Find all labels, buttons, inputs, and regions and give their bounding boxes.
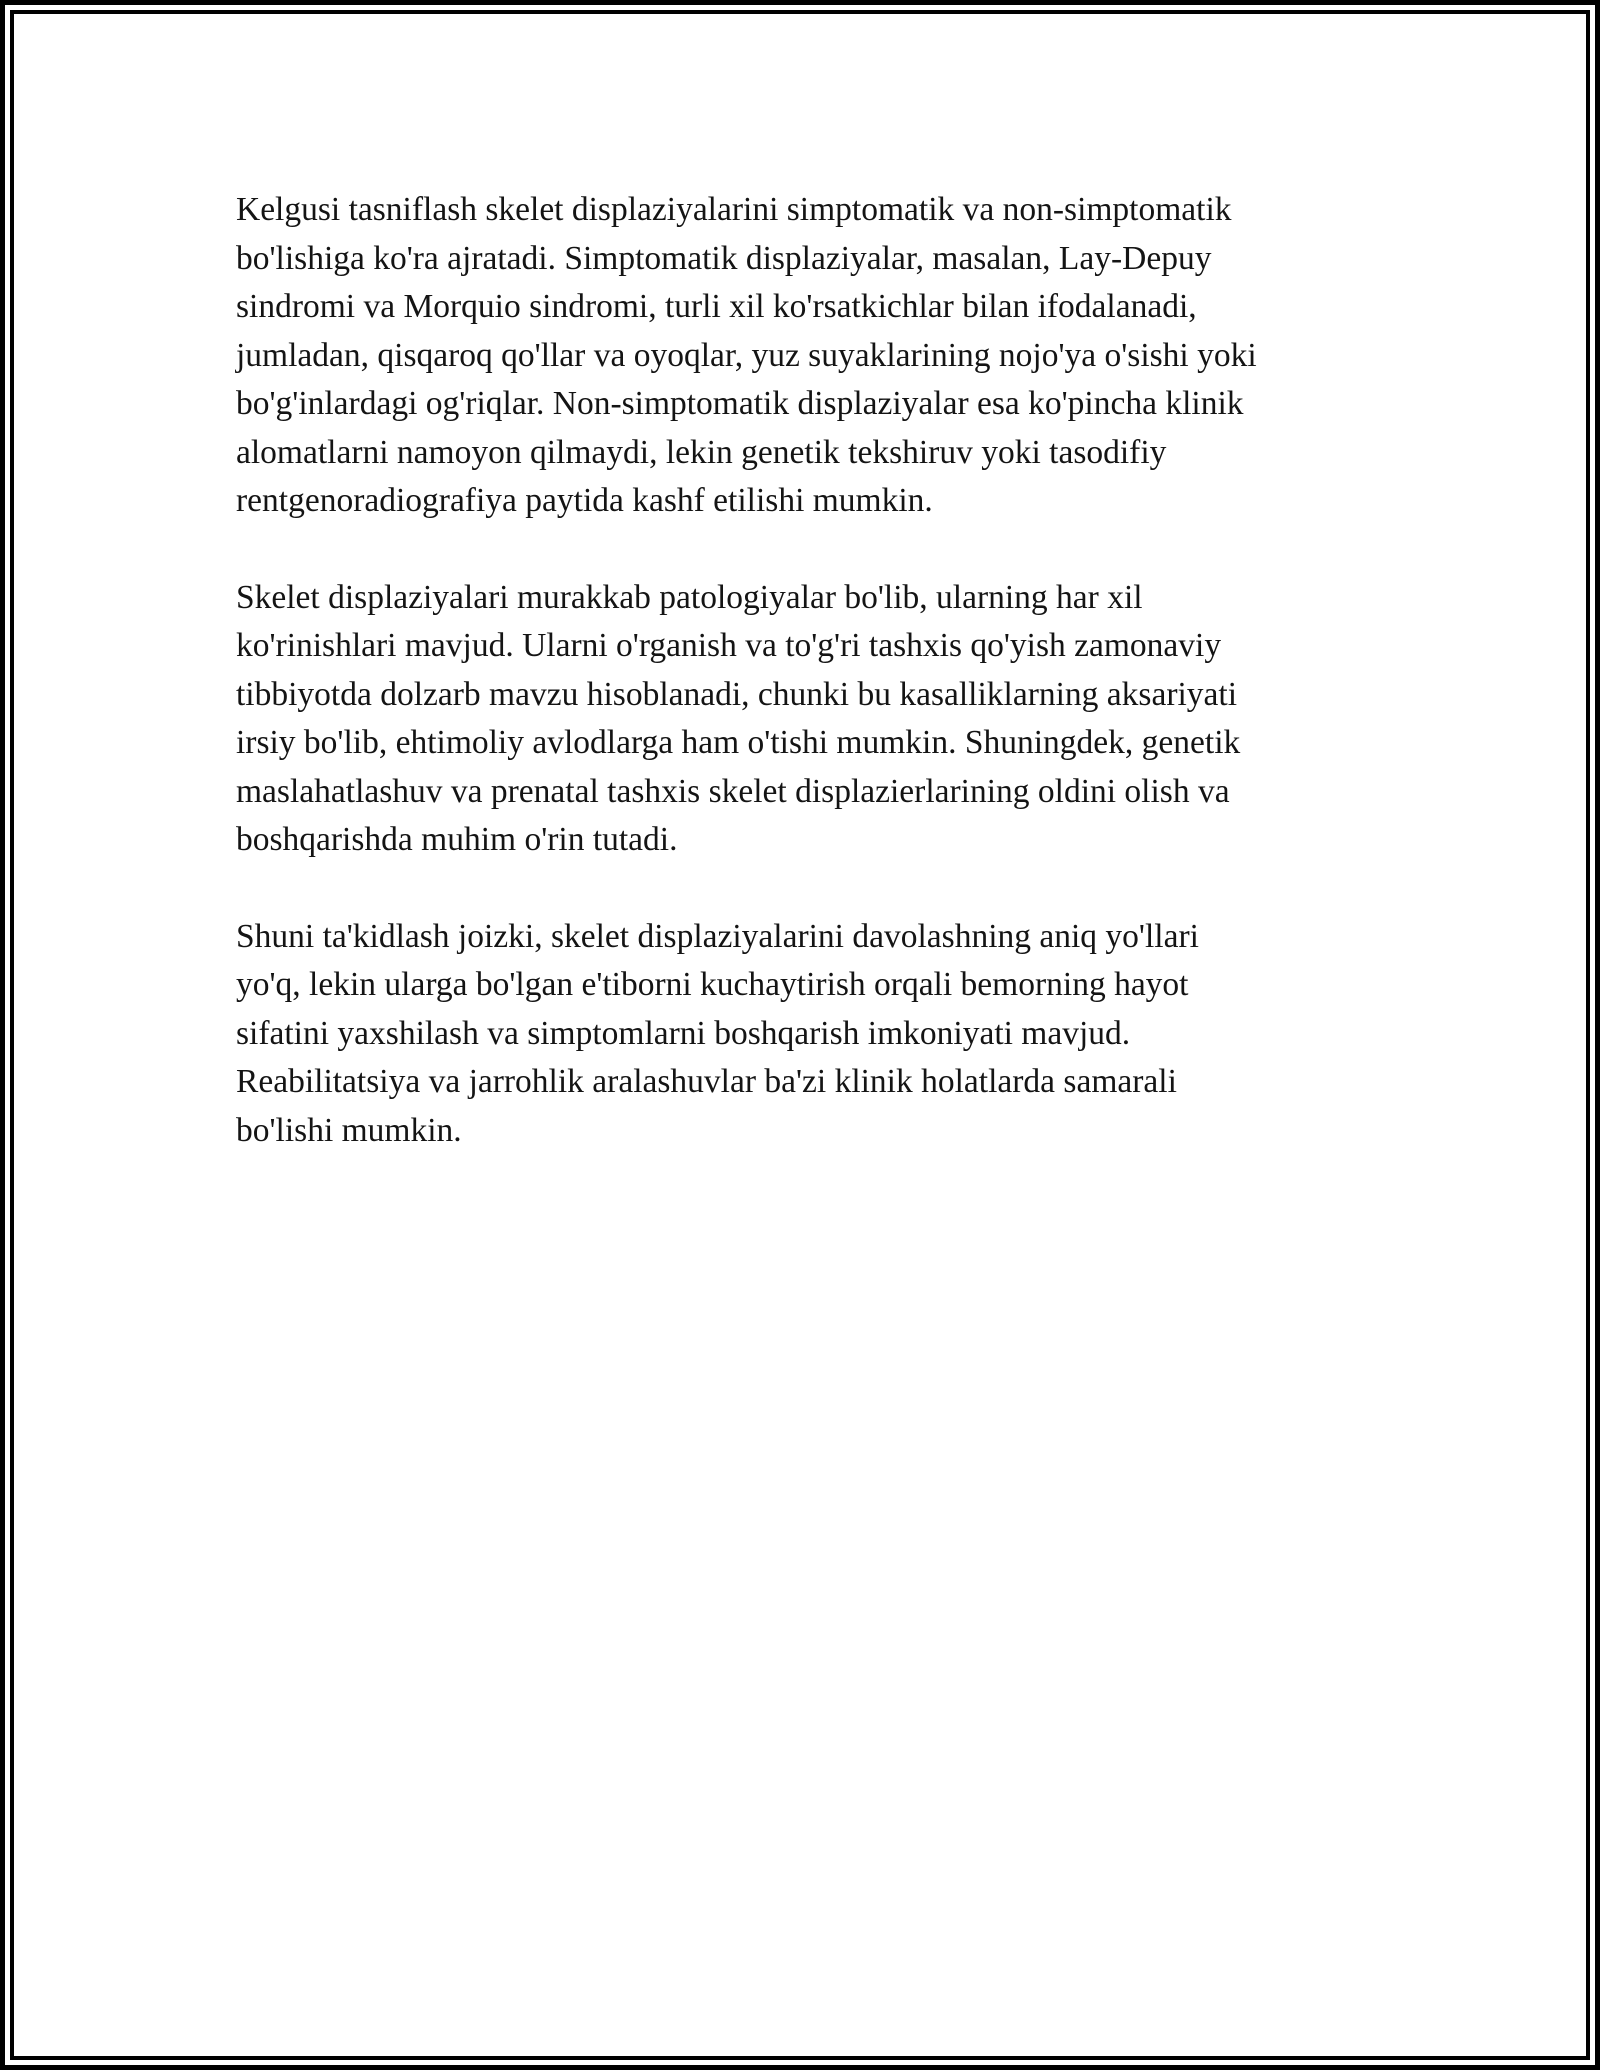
text-line: jumladan, qisqaroq qo'llar va oyoqlar, yuz suyaklarining nojo'ya o'sishi yoki — [236, 336, 1257, 374]
text-line: bo'g'inlardagi og'riqlar. Non-simptomatik displaziyalar esa ko'pincha klinik — [236, 385, 1244, 422]
document-body — [236, 186, 1366, 1203]
text-line: sifatini yaxshilash va simptomlarni boshqarish imkoniyati mavjud. — [236, 1014, 1131, 1052]
paragraph-1 — [236, 186, 1366, 526]
text-line: tibbiyotda dolzarb mavzu hisoblanadi, chunki bu kasalliklarning aksariyati — [236, 675, 1238, 713]
text-line: Reabilitatsiya va jarrohlik aralashuvlar ba'zi klinik holatlarda samarali — [236, 1063, 1177, 1100]
paragraph-2 — [236, 574, 1366, 865]
text-line: irsiy bo'lib, ehtimoliy avlodlarga ham o'tishi mumkin. Shuningdek, genetik — [236, 724, 1241, 761]
text-line: sindromi va Morquio sindromi, turli xil ko'rsatkichlar bilan ifodalanadi, — [236, 288, 1197, 325]
text-line: Shuni ta'kidlash joizki, skelet displaziyalarini davolashning aniq yo'llari — [236, 917, 1199, 955]
text-line: bo'lishiga ko'ra ajratadi. Simptomatik displaziyalar, masalan, Lay-Depuy — [236, 239, 1212, 277]
text-line: Skelet displaziyalari murakkab patologiyalar bo'lib, ularning har xil — [236, 578, 1143, 616]
paragraph-3 — [236, 913, 1366, 1156]
text-line: alomatlarni namoyon qilmaydi, lekin genetik tekshiruv yoki tasodifiy — [236, 433, 1167, 471]
text-line: maslahatlashuv va prenatal tashxis skelet displazierlarining oldini olish va — [236, 772, 1230, 810]
text-line: ko'rinishlari mavjud. Ularni o'rganish va to'g'ri tashxis qo'yish zamonaviy — [236, 627, 1222, 664]
text-line: bo'lishi mumkin. — [236, 1111, 462, 1149]
text-line: yo'q, lekin ularga bo'lgan e'tiborni kuchaytirish orqali bemorning hayot — [236, 966, 1189, 1003]
text-line: Kelgusi tasniflash skelet displaziyalarini simptomatik va non-simptomatik — [236, 191, 1232, 228]
text-line: boshqarishda muhim o'rin tutadi. — [236, 821, 678, 858]
text-line: rentgenoradiografiya paytida kashf etilishi mumkin. — [236, 482, 933, 519]
